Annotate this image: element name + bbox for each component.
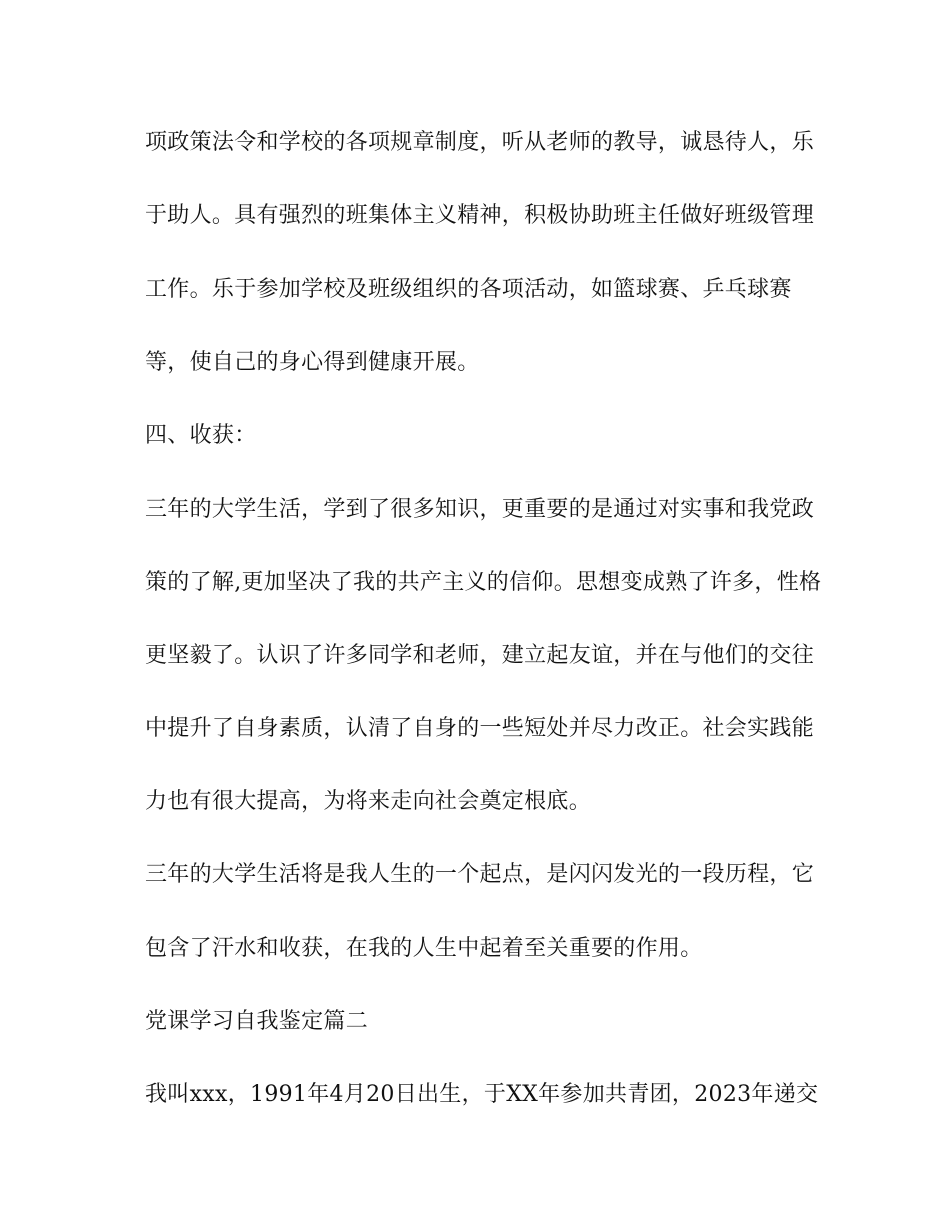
text-line: 更坚毅了。认识了许多同学和老师，建立起友谊，并在与他们的交往 <box>145 643 815 668</box>
section-heading: 四、收获： <box>145 423 257 448</box>
text-line: 三年的大学生活将是我人生的一个起点，是闪闪发光的一段历程，它 <box>145 862 815 887</box>
text-line: 中提升了自身素质，认清了自身的一些短处并尽力改正。社会实践能 <box>145 716 815 741</box>
text-line: 于助人。具有强烈的班集体主义精神，积极协助班主任做好班级管理 <box>145 203 815 228</box>
text-line: 我叫xxx，1991年4月20日出生，于XX年参加共青团，2023年递交 <box>145 1082 819 1107</box>
text-line: 包含了汗水和收获，在我的人生中起着至关重要的作用。 <box>145 936 703 961</box>
text-line: 策的了解,更加坚决了我的共产主义的信仰。思想变成熟了许多，性格 <box>145 570 822 595</box>
text-line: 力也有很大提高，为将来走向社会奠定根底。 <box>145 789 592 814</box>
text-line: 项政策法令和学校的各项规章制度，听从老师的教导，诚恳待人，乐 <box>145 130 815 155</box>
section-title: 党课学习自我鉴定篇二 <box>145 1009 369 1034</box>
text-line: 工作。乐于参加学校及班级组织的各项活动，如篮球赛、乒乓球赛 <box>145 277 792 302</box>
text-line: 等，使自己的身心得到健康开展。 <box>145 350 480 375</box>
text-line: 三年的大学生活，学到了很多知识，更重要的是通过对实事和我党政 <box>145 497 815 522</box>
